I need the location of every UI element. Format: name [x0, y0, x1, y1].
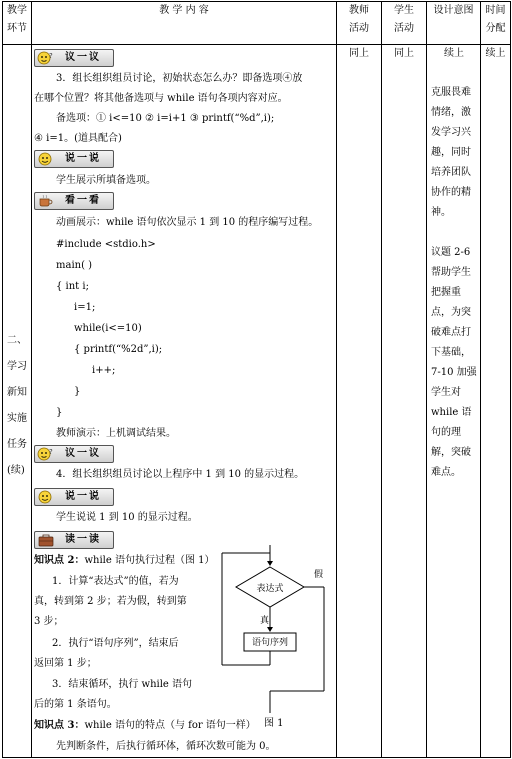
smiley-thinking-icon	[37, 51, 55, 65]
kp2-step2b: 返回第 1 步；	[34, 658, 97, 669]
while-flowchart	[220, 543, 332, 713]
body-row	[3, 45, 511, 758]
false-label: 假	[314, 570, 324, 580]
student-activity-text: 同上	[394, 48, 414, 59]
look-badge: 看一看	[34, 192, 114, 210]
code-line: { printf(“%2d”,i);	[74, 344, 163, 355]
discuss-badge: ? 议一议	[34, 445, 114, 463]
look-text: 动画展示：while 语句依次显示 1 到 10 的程序编写过程。	[56, 217, 319, 228]
code-line: while(i<=10)	[74, 323, 142, 334]
header-content: 教 学 内 容	[32, 2, 337, 45]
say1-text: 学生展示所填备选项。	[56, 175, 156, 186]
kp2-step1: 1．计算“表达式”的值，若为	[52, 576, 179, 587]
p3-line1: 3．组长组织组员讨论，初始状态怎么办？即备选项④放	[56, 73, 303, 84]
kp2-step1b: 真，转到第 2 步；若为假，转到第	[34, 596, 187, 607]
say-badge: 说一说	[34, 488, 114, 506]
statement-label: 语句序列	[251, 638, 289, 648]
coffee-cup-icon	[37, 194, 55, 208]
true-label: 真	[260, 616, 270, 626]
kp2-heading: 知识点 2：while 语句执行过程（图 1）	[34, 555, 215, 566]
teacher-demo: 教师演示：上机调试结果。	[56, 428, 176, 439]
code-line: #include <stdio.h>	[56, 239, 156, 250]
header-time: 时间 分配	[481, 2, 511, 45]
student-activity-cell	[382, 45, 427, 758]
time-top: 续上	[485, 48, 506, 59]
figure-caption: 图 1	[264, 718, 284, 729]
kp2-step1c: 3 步；	[34, 616, 64, 627]
p4-text: 4．组长组织组员讨论以上程序中 1 到 10 的显示过程。	[56, 469, 305, 480]
code-line: }	[56, 407, 63, 418]
teacher-activity-cell	[337, 45, 382, 758]
kp3-heading: 知识点 3：while 语句的特点（与 for 语句一样）	[34, 720, 256, 731]
svg-text:?: ?	[49, 448, 53, 456]
read-badge: 读一读	[34, 531, 114, 549]
code-line: i++;	[92, 365, 116, 376]
kp2-step3b: 后的第 1 条语句。	[34, 699, 117, 710]
design-text-2: 议题 2-6 帮助学生 把握重 点，为突 破难点打 下基础， 7-10 加强 学生对 while 语 句的理 解，突破 难点。	[431, 247, 477, 478]
content-cell	[32, 45, 337, 758]
design-cell	[427, 45, 481, 758]
design-text-1: 克服畏难 情绪，激 发学习兴 趣，同时 培养团队 协作的精 神。	[431, 87, 471, 218]
code-line: { int i;	[56, 281, 89, 292]
p3-option4: ④ i=1。(道具配合)	[34, 133, 122, 144]
header-student: 学生 活动	[382, 2, 427, 45]
briefcase-icon	[37, 533, 55, 547]
smiley-icon	[37, 152, 55, 166]
code-line: }	[74, 386, 81, 397]
stage-label: 二、 学习 新知 实施 任务 (续)	[7, 335, 27, 476]
kp2-step3: 3．结束循环，执行 while 语句	[52, 679, 193, 690]
p3-options: 备选项：① i<=10 ② i=i+1 ③ printf(“%d”,i);	[56, 113, 275, 124]
discuss-badge: ? 议一议	[34, 49, 114, 67]
header-row	[3, 2, 511, 45]
header-stage: 教学 环节	[3, 2, 32, 45]
code-line: i=1;	[74, 302, 96, 313]
say-badge: 说一说	[34, 150, 114, 168]
header-design: 设计意图	[427, 2, 481, 45]
stage-cell	[3, 45, 32, 758]
say2-text: 学生说说 1 到 10 的显示过程。	[56, 512, 198, 523]
smiley-icon	[37, 490, 55, 504]
teacher-activity-text: 同上	[349, 48, 369, 59]
p3-line2: 在哪个位置？将其他备选项与 while 语句各项内容对应。	[34, 93, 288, 104]
header-teacher: 教师 活动	[337, 2, 382, 45]
svg-text:?: ?	[49, 52, 53, 60]
design-top: 续上	[444, 48, 464, 59]
time-cell	[481, 45, 511, 758]
smiley-thinking-icon	[37, 447, 55, 461]
lesson-plan-table	[2, 1, 511, 758]
kp2-step2: 2．执行“语句序列”，结束后	[52, 638, 179, 649]
code-line: main( )	[56, 260, 93, 271]
condition-label: 表达式	[256, 584, 284, 594]
kp3-text: 先判断条件，后执行循环体，循环次数可能为 0。	[56, 741, 276, 752]
